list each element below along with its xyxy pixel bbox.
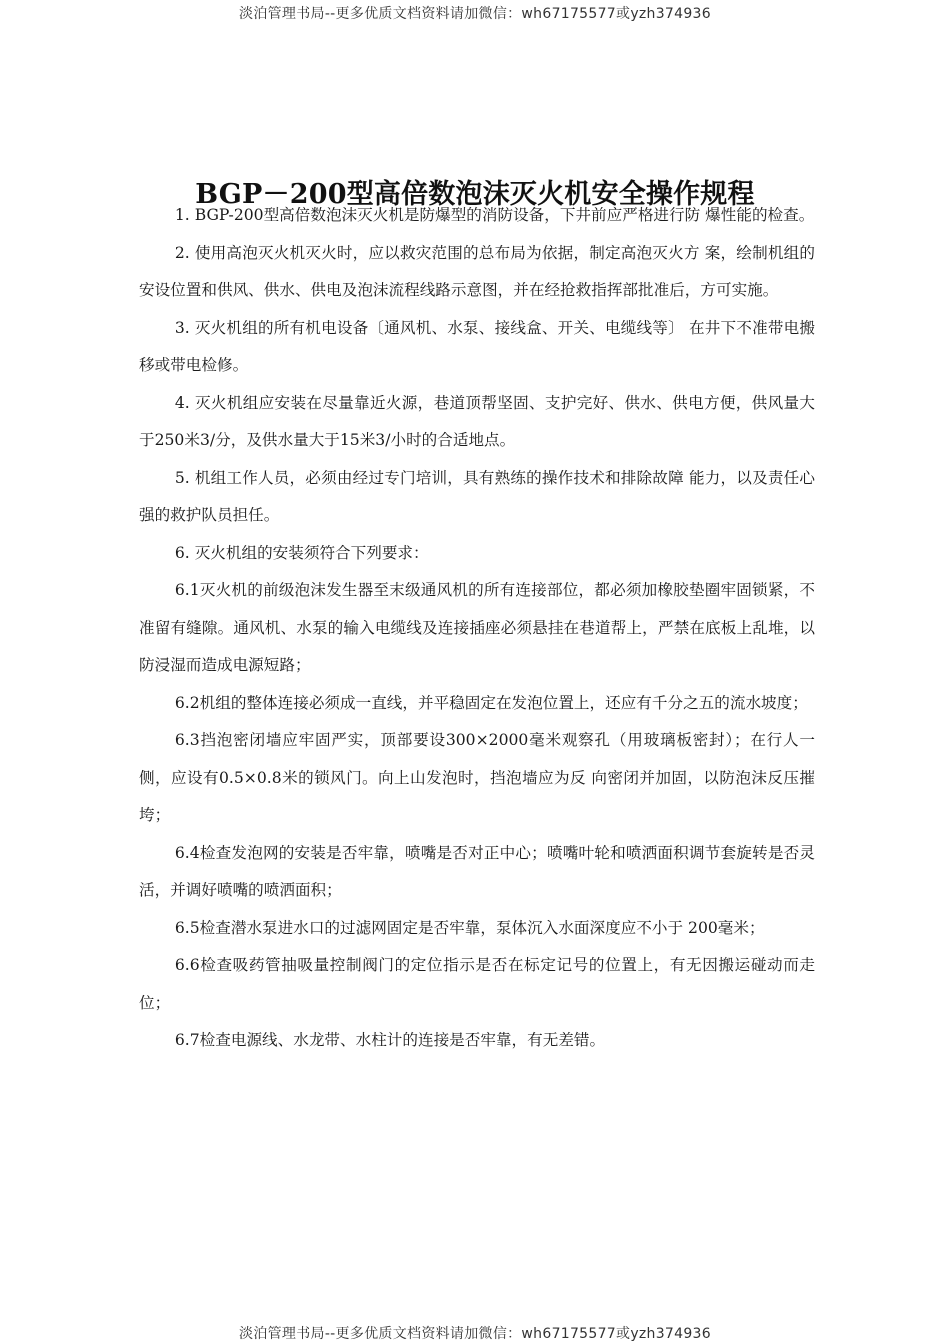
paragraph-6-1: 6.1灭火机的前级泡沫发生器至末级通风机的所有连接部位，都必须加橡胶垫圈牢固锁紧，不准留有缝隙。通风机、水泵的输入电缆线及连接插座必须悬挂在巷道帮上，严禁在底板上乱堆，以防浸湿而造成电源短路； xyxy=(139,581,815,674)
paragraph-2: 2. 使用高泡灭火机灭火时，应以救灾范围的总布局为依据，制定高泡灭火方 案，绘制机组的安设位置和供风、供水、供电及泡沫流程线路示意图，并在经抢救指挥部批准后，方可实施。 xyxy=(139,243,815,299)
paragraph-6-3: 6.3挡泡密闭墙应牢固严实，顶部要设300×2000毫米观察孔（用玻璃板密封）；在行人一侧，应设有0.5×0.8米的锁风门。向上山发泡时，挡泡墙应为反 向密闭并加固，以防泡沫反压摧垮； xyxy=(139,731,815,824)
document-title: BGP－200型高倍数泡沫灭火机安全操作规程 xyxy=(195,179,755,211)
paragraph-6-7: 6.7检查电源线、水龙带、水柱计的连接是否牢靠，有无差错。 xyxy=(174,1031,606,1049)
paragraph-5: 5. 机组工作人员，必须由经过专门培训，具有熟练的操作技术和排除故障 能力，以及责任心强的救护队员担任。 xyxy=(139,468,815,524)
paragraph-4: 4. 灭火机组应安装在尽量靠近火源，巷道顶帮坚固、支护完好、供水、供电方便，供风量大于250米3∕分，及供水量大于15米3∕小时的合适地点。 xyxy=(139,393,815,449)
paragraph-6-5: 6.5检查潜水泵进水口的过滤网固定是否牢靠，泵体沉入水面深度应不小于 200毫米； xyxy=(174,918,765,937)
paragraph-1: 1. BGP-200型高倍数泡沫灭火机是防爆型的消防设备，下井前应严格进行防 爆性能的检查。 xyxy=(174,206,815,224)
document-body xyxy=(139,197,815,1060)
paragraph-6-2: 6.2机组的整体连接必须成一直线，并平稳固定在发泡位置上，还应有千分之五的流水坡度； xyxy=(174,693,808,712)
paragraph-6: 6. 灭火机组的安装须符合下列要求： xyxy=(174,543,429,562)
footer-watermark: 淡泊管理书局--更多优质文档资料请加微信：wh67175577或yzh374936 xyxy=(239,1326,711,1342)
paragraph-3: 3. 灭火机组的所有机电设备〔通风机、水泵、接线盒、开关、电缆线等〕 在井下不准带电搬移或带电检修。 xyxy=(139,318,815,374)
paragraph-6-6: 6.6检查吸药管抽吸量控制阀门的定位指示是否在标定记号的位置上，有无因搬运碰动而走位； xyxy=(139,956,815,1012)
paragraph-6-4: 6.4检查发泡网的安装是否牢靠，喷嘴是否对正中心；喷嘴叶轮和喷洒面积调节套旋转是否灵活，并调好喷嘴的喷洒面积； xyxy=(139,843,815,899)
header-watermark: 淡泊管理书局--更多优质文档资料请加微信：wh67175577或yzh374936 xyxy=(239,6,711,22)
